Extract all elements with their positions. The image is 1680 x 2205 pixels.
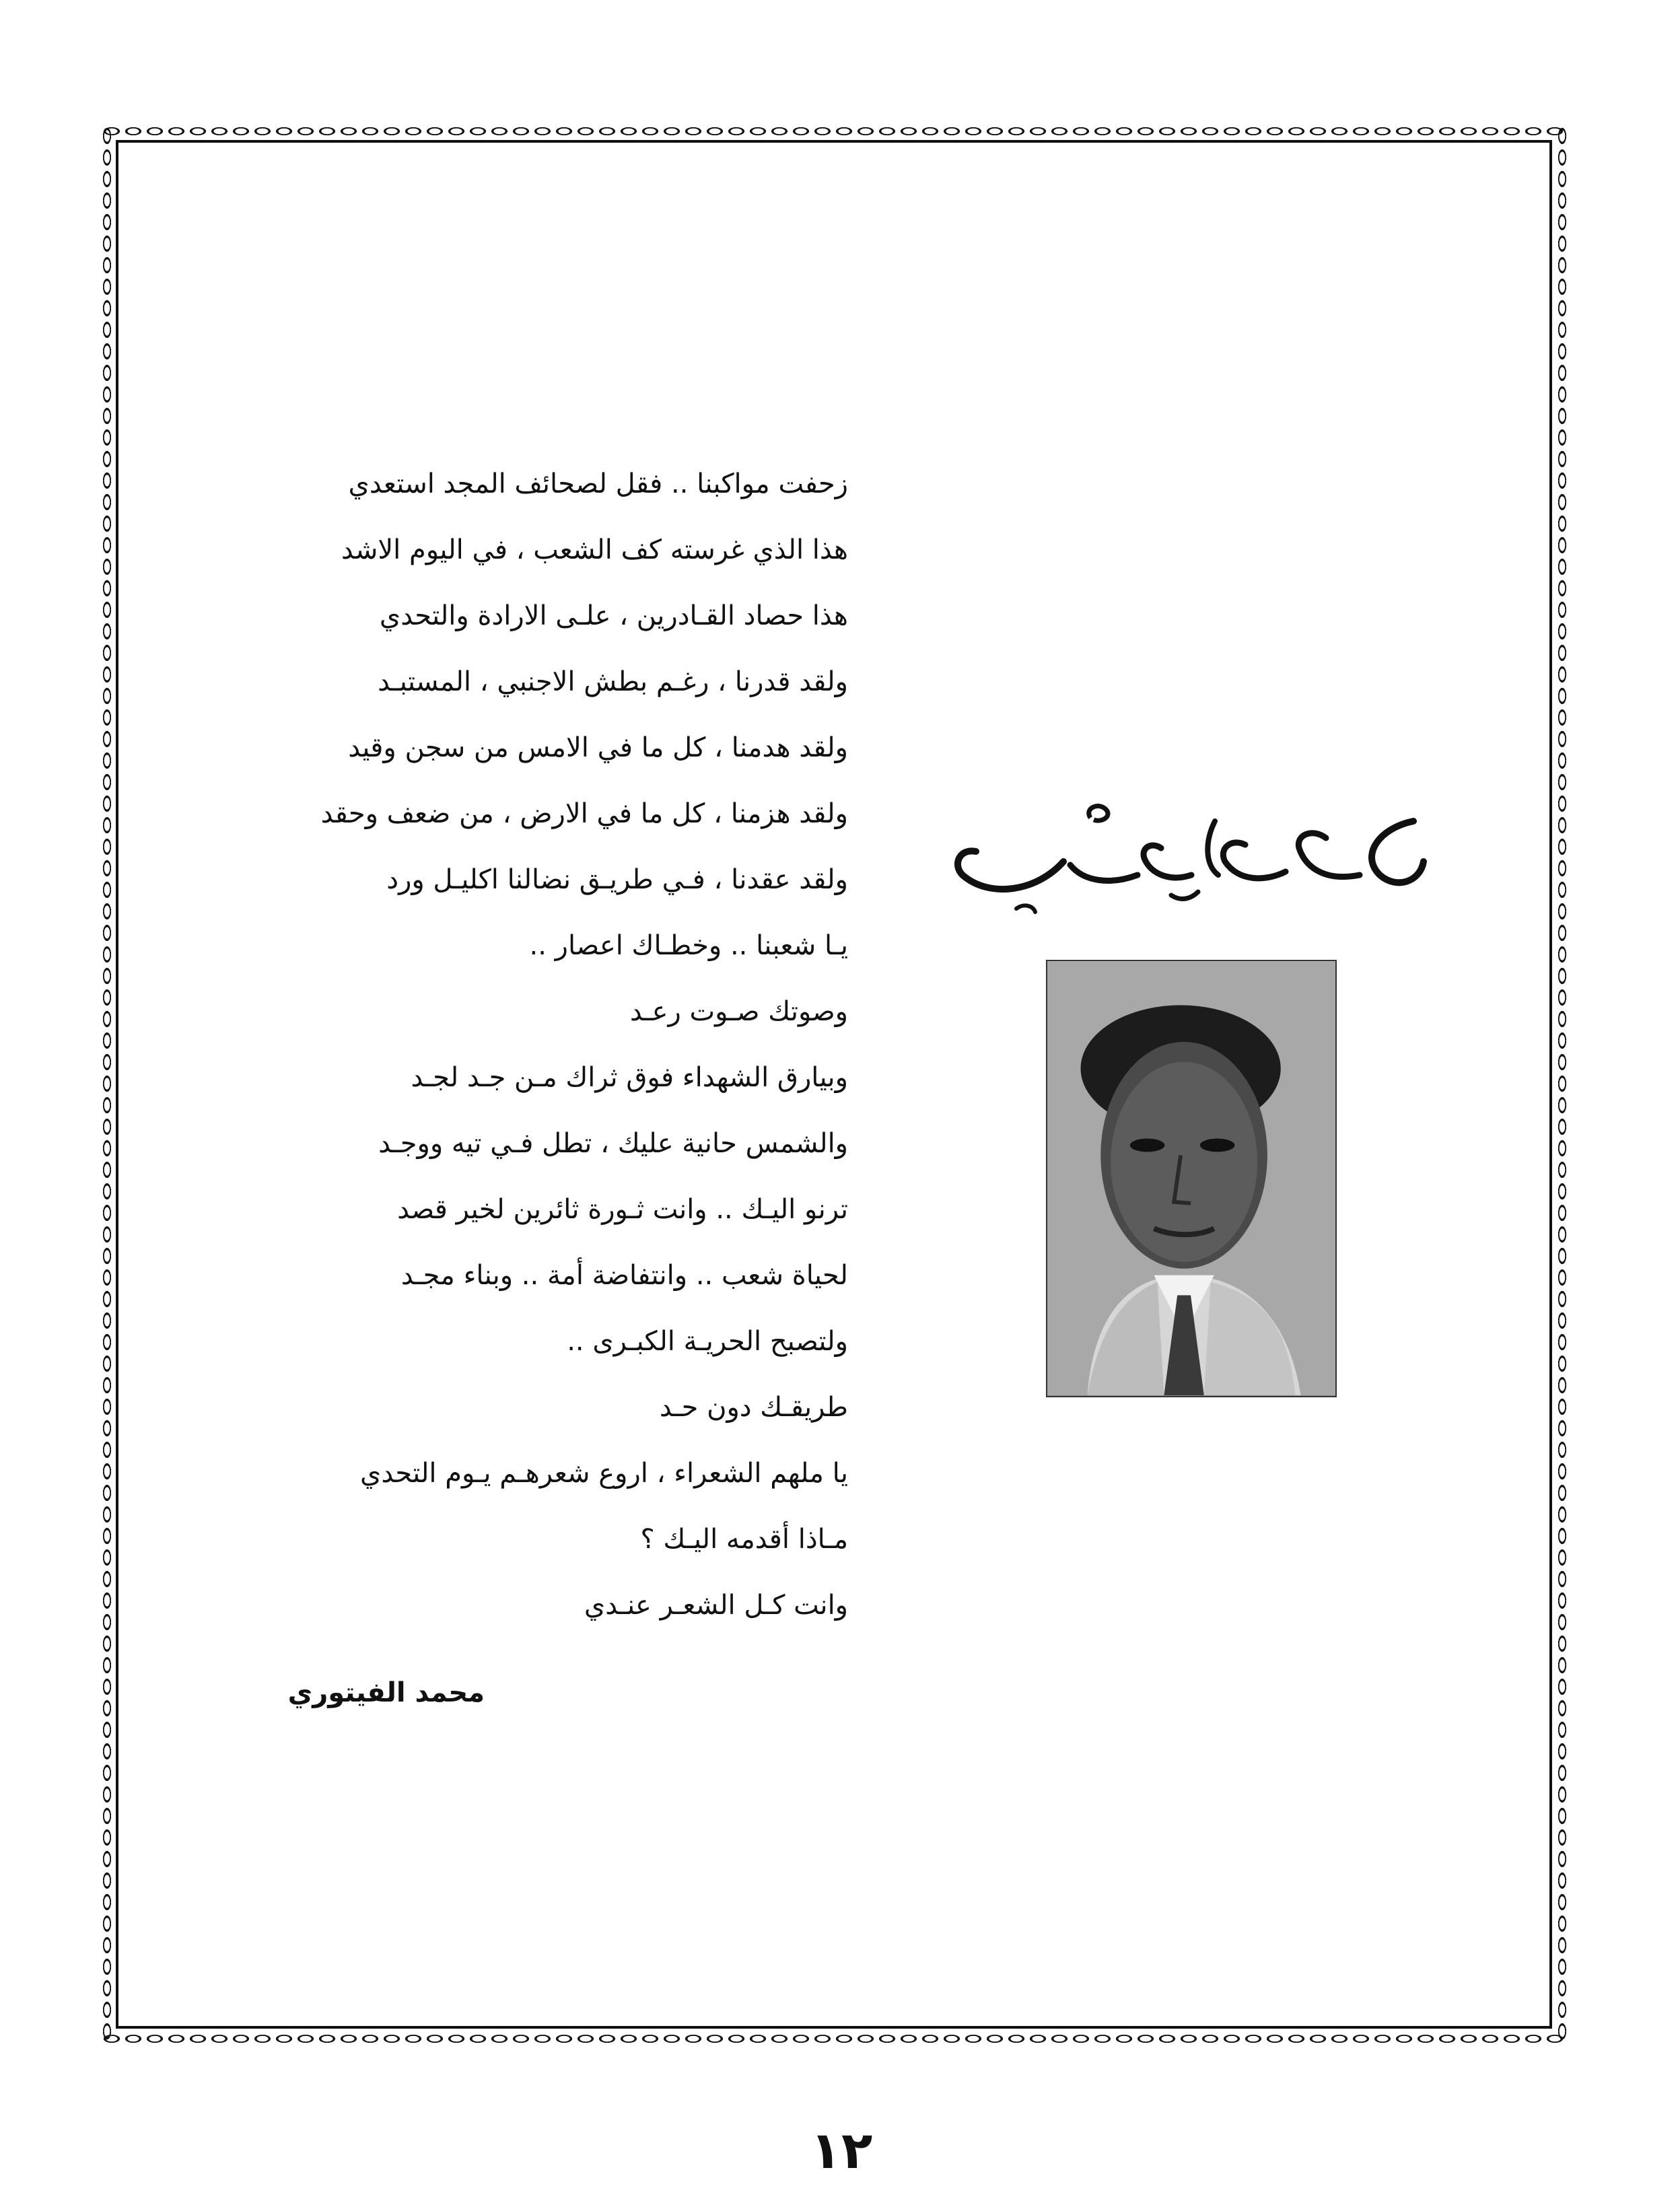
poem-line: ولقد هدمنا ، كل ما في الامس من سجن وقيد [348, 732, 848, 763]
poem-line: طريقـك دون حـد [659, 1392, 848, 1423]
poem-line: وبيارق الشهداء فوق ثراك مـن جـد لجـد [411, 1062, 848, 1093]
page-number: ١٢ [810, 2120, 873, 2180]
poem-line: مـاذا أقدمه اليـك ؟ [640, 1524, 848, 1555]
poem-line: ترنو اليـك .. وانت ثـورة ثائرين لخير قصد [397, 1194, 848, 1225]
poem-line: وصوتك صـوت رعـد [629, 996, 848, 1027]
border-right [1556, 125, 1568, 2045]
poem-line: لحياة شعب .. وانتفاضة أمة .. وبناء مجـد [400, 1260, 848, 1291]
poem-line: يا ملهم الشعراء ، اروع شعرهـم يـوم التحدي [360, 1458, 848, 1489]
border-bottom [101, 2033, 1568, 2045]
poem-title [949, 781, 1434, 915]
poem-line: ولتصبح الحريـة الكبـرى .. [567, 1326, 848, 1357]
poem-line: ولقد عقدنا ، فـي طريـق نضالنا اكليـل ورد [386, 864, 848, 895]
poem-line: وانت كـل الشعـر عنـدي [584, 1590, 848, 1621]
border-top [101, 125, 1568, 137]
poem-line: ولقد قدرنا ، رغـم بطش الاجنبي ، المستبـد [378, 666, 848, 697]
poem-line: ولقد هزمنا ، كل ما في الارض ، من ضعف وحقد [320, 798, 848, 829]
title-calligraphy [949, 781, 1434, 915]
poet-portrait [1046, 960, 1337, 1397]
portrait-drawing [1047, 961, 1335, 1396]
author-name: محمد الفيتوري [287, 1677, 485, 1708]
poem-line: زحفت مواكبنا .. فقل لصحائف المجد استعدي [348, 468, 848, 499]
poem-line: يـا شعبنا .. وخطـاك اعصار .. [529, 930, 848, 961]
poem-body [242, 451, 848, 1638]
poem-line: والشمس حانية عليك ، تطل فـي تيه ووجـد [378, 1128, 848, 1159]
poem-line: هذا الذي غرسته كف الشعب ، في اليوم الاشد [341, 534, 848, 565]
border-left [101, 125, 113, 2045]
poem-line: هذا حصاد القـادرين ، علـى الارادة والتحدي [379, 600, 848, 631]
